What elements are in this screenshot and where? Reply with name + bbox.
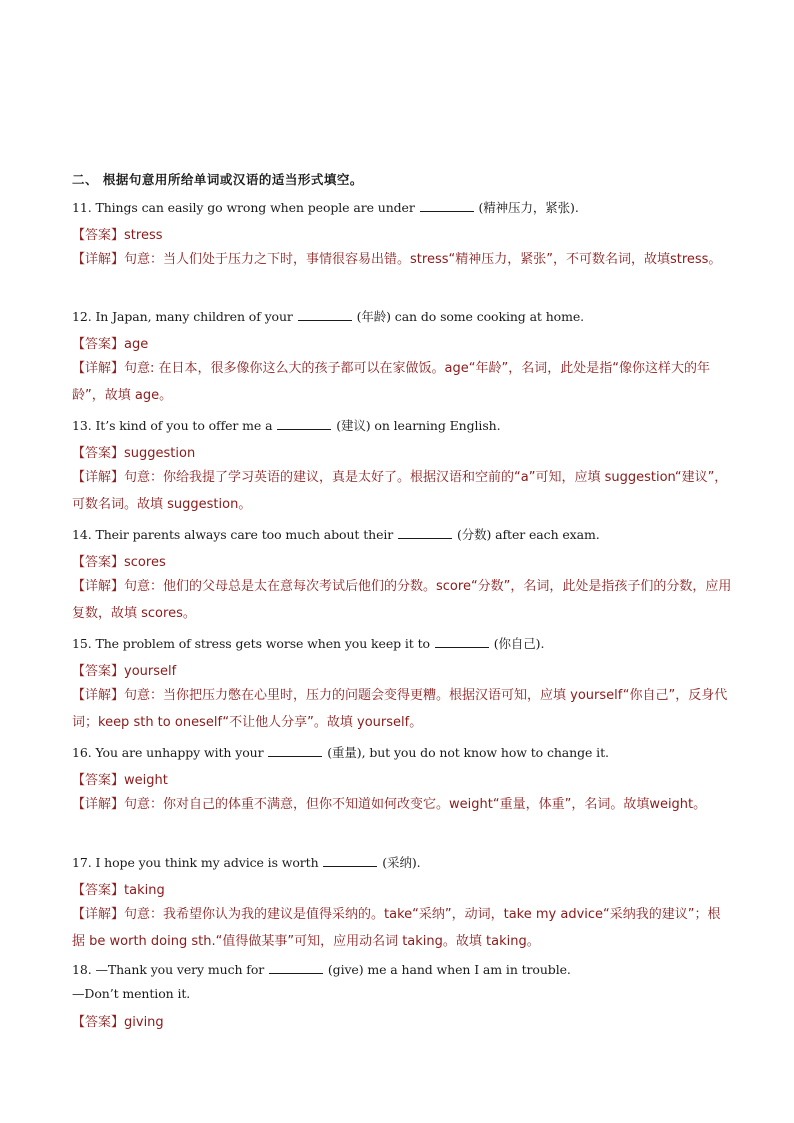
answer-blank: [298, 308, 352, 321]
answer-17: [72, 879, 165, 898]
question-15: [72, 634, 544, 652]
answer-tag: 【答案】: [72, 228, 125, 243]
explanation-16: [72, 791, 732, 818]
question-11: [72, 198, 579, 216]
explanation-tag: 【详解】: [72, 907, 125, 922]
explanation-tag: 【详解】: [72, 579, 125, 594]
explanation-text: 句意: 在日本，很多像你这么大的孩子都可以在家做饭。age“年龄”，名词，此处是指“像你这样大的年龄”，故填 age。: [72, 361, 710, 403]
answer-14: [72, 551, 166, 570]
answer-blank: [420, 199, 474, 212]
answer-11: [72, 224, 163, 243]
explanation-text: 句意：你给我提了学习英语的建议，真是太好了。根据汉语和空前的“a”可知，应填 suggestion“建议”，可数名词。故填 suggestion。: [72, 470, 728, 512]
explanation-text: 句意：当人们处于压力之下时，事情很容易出错。stress“精神压力，紧张”，不可数名词，故填stress。: [124, 252, 722, 267]
answer-tag: 【答案】: [72, 337, 125, 352]
answer-18: [72, 1011, 164, 1030]
explanation-12: [72, 355, 732, 409]
explanation-tag: 【详解】: [72, 470, 125, 485]
question-hint: (分数) after each exam.: [456, 527, 600, 542]
answer-value: stress: [124, 228, 163, 243]
question-text: 17. I hope you think my advice is worth: [72, 855, 319, 870]
answer-tag: 【答案】: [72, 1015, 125, 1030]
explanation-tag: 【详解】: [72, 688, 125, 703]
explanation-tag: 【详解】: [72, 797, 125, 812]
question-hint: (建议) on learning English.: [336, 418, 501, 433]
answer-12: [72, 333, 148, 352]
question-text: 13. It’s kind of you to offer me a: [72, 418, 273, 433]
section-title: 二、 根据句意用所给单词或汉语的适当形式填空。: [72, 172, 363, 187]
explanation-17: [72, 901, 732, 955]
answer-tag: 【答案】: [72, 446, 125, 461]
answer-blank: [323, 854, 377, 867]
answer-16: [72, 769, 168, 788]
answer-blank: [269, 961, 323, 974]
question-text: 14. Their parents always care too much about their: [72, 527, 394, 542]
explanation-14: [72, 573, 732, 627]
answer-13: [72, 442, 195, 461]
answer-value: scores: [124, 555, 166, 570]
explanation-13: [72, 464, 732, 518]
question-18: [72, 961, 571, 977]
answer-tag: 【答案】: [72, 555, 125, 570]
answer-value: age: [124, 337, 149, 352]
answer-value: giving: [124, 1015, 164, 1030]
answer-value: yourself: [124, 664, 177, 679]
question-hint: (你自己).: [493, 636, 545, 651]
explanation-tag: 【详解】: [72, 361, 125, 376]
question-16: [72, 743, 609, 761]
question-17: [72, 853, 421, 871]
answer-tag: 【答案】: [72, 883, 125, 898]
answer-blank: [398, 526, 452, 539]
explanation-tag: 【详解】: [72, 252, 125, 267]
explanation-text: 句意：我希望你认为我的建议是值得采纳的。take“采纳”，动词，take my advice“采纳我的建议”；根据 be worth doing sth.“值得做某事”可知，应用动名词 taking。故填 taking。: [72, 907, 721, 949]
question-12: [72, 307, 584, 325]
answer-blank: [277, 417, 331, 430]
answer-tag: 【答案】: [72, 664, 125, 679]
explanation-11: [72, 246, 732, 273]
answer-15: [72, 660, 176, 679]
question-text: 16. You are unhappy with your: [72, 745, 264, 760]
answer-blank: [268, 744, 322, 757]
question-text: 15. The problem of stress gets worse when you keep it to: [72, 636, 430, 651]
question-text: 12. In Japan, many children of your: [72, 309, 293, 324]
question-18-reply: —Don’t mention it.: [72, 986, 191, 1001]
question-13: [72, 416, 500, 434]
answer-value: weight: [124, 773, 168, 788]
question-text: 11. Things can easily go wrong when people are under: [72, 200, 415, 215]
question-hint: (年龄) can do some cooking at home.: [356, 309, 585, 324]
question-14: [72, 525, 600, 543]
question-hint: (重量), but you do not know how to change it.: [327, 745, 609, 760]
explanation-text: 句意：你对自己的体重不满意，但你不知道如何改变它。weight“重量，体重”，名词。故填weight。: [124, 797, 707, 812]
question-text: 18. —Thank you very much for: [72, 962, 265, 977]
question-hint: (give) me a hand when I am in trouble.: [327, 962, 571, 977]
explanation-text: 句意：他们的父母总是太在意每次考试后他们的分数。score“分数”，名词，此处是指孩子们的分数，应用复数，故填 scores。: [72, 579, 732, 621]
answer-value: suggestion: [124, 446, 196, 461]
question-hint: (采纳).: [382, 855, 421, 870]
answer-blank: [435, 635, 489, 648]
explanation-text: 句意：当你把压力憋在心里时，压力的问题会变得更糟。根据汉语可知，应填 yourself“你自己”，反身代词；keep sth to oneself“不让他人分享”。故填 yourself。: [72, 688, 728, 730]
question-hint: (精神压力，紧张).: [478, 200, 579, 215]
explanation-15: [72, 682, 732, 736]
answer-tag: 【答案】: [72, 773, 125, 788]
answer-value: taking: [124, 883, 165, 898]
